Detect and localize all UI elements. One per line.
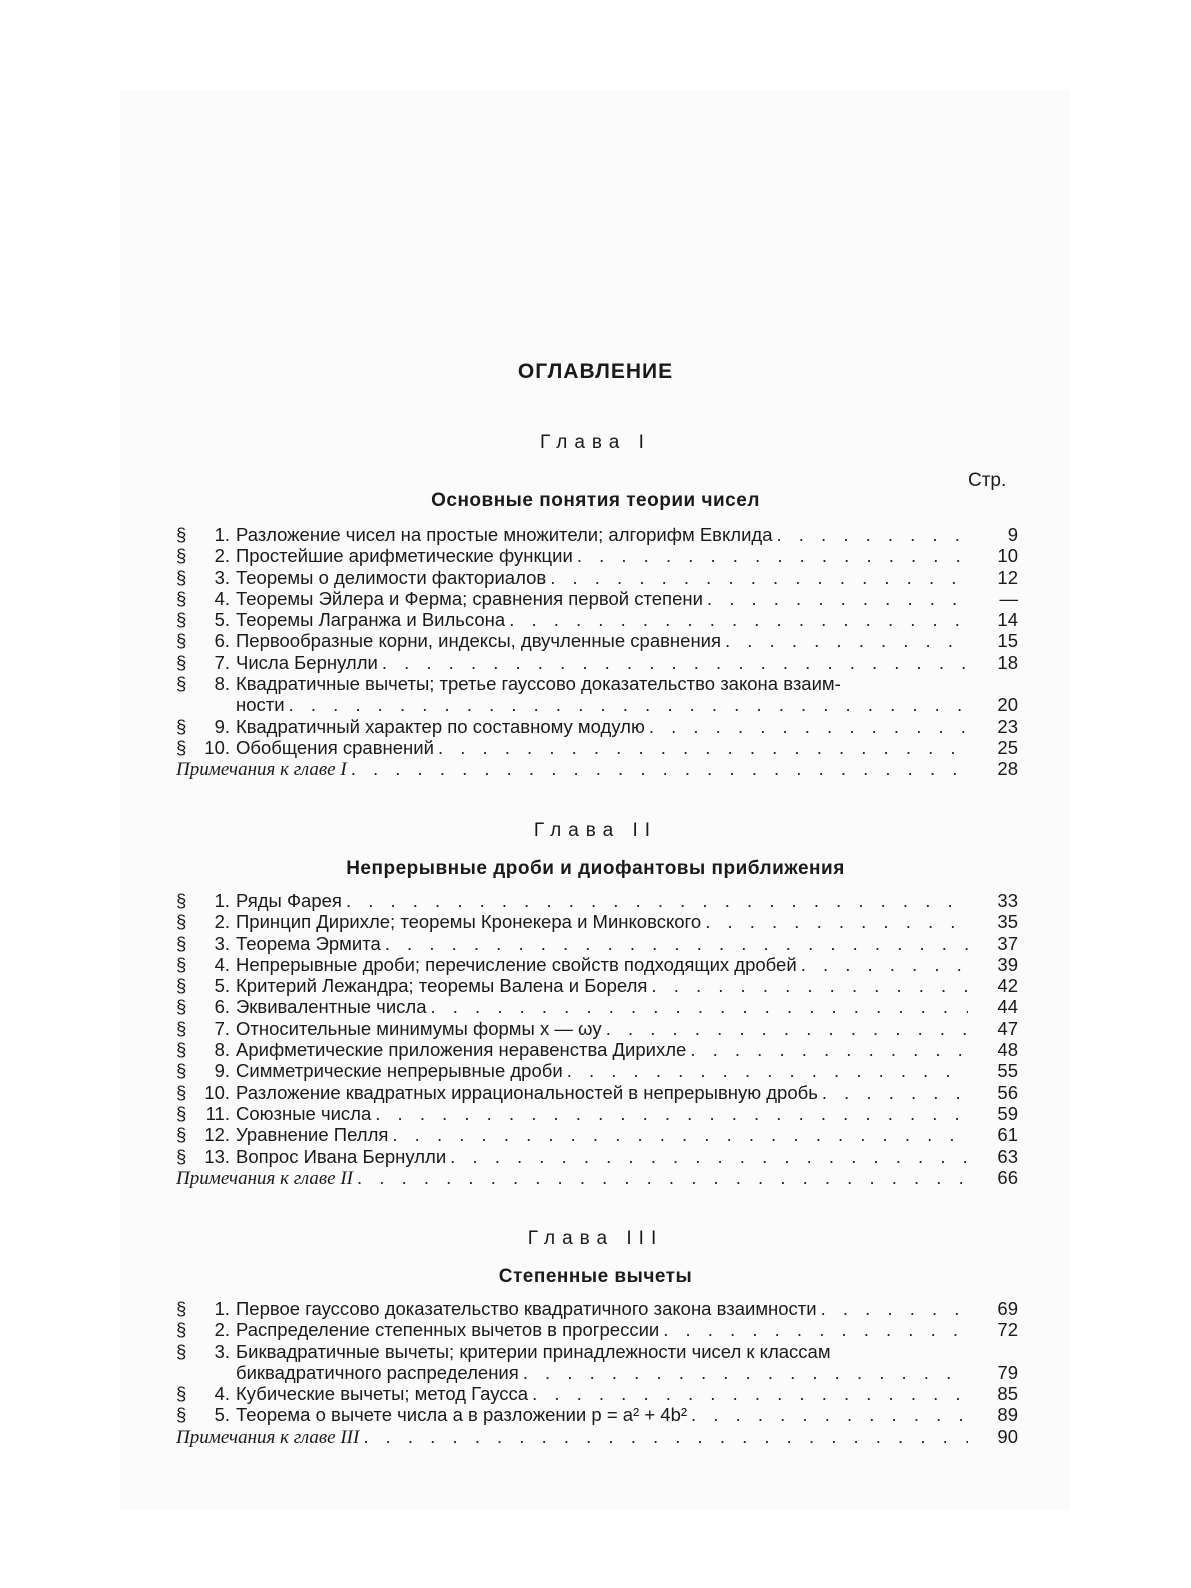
section-sign: § [176, 609, 187, 631]
entry-page: 44 [997, 996, 1018, 1018]
entry-number: 1. [214, 1298, 230, 1319]
leader-dots [822, 1082, 968, 1103]
entry-title: Союзные числа [236, 1102, 372, 1124]
toc-entry[interactable] [176, 1146, 1018, 1167]
entry-number: 8. [214, 1039, 230, 1061]
toc-notes-entry[interactable] [176, 1426, 1018, 1447]
section-sign: § [176, 953, 187, 975]
section-sign: § [176, 1060, 187, 1082]
chapter-1-label: Глава I [540, 432, 651, 453]
entry-number: 12. [204, 1124, 230, 1146]
leader-dots [821, 1298, 968, 1319]
leader-dots [509, 609, 968, 630]
leader-dots [392, 1124, 968, 1145]
section-sign: § [176, 911, 187, 933]
entry-number: 9. [214, 715, 230, 737]
entry-number: 3. [214, 1340, 230, 1362]
toc-entry[interactable] [176, 716, 1018, 737]
entry-page: 56 [997, 1081, 1018, 1103]
entry-number: 3. [214, 932, 230, 954]
toc-entry[interactable] [176, 588, 1018, 609]
entry-title: Простейшие арифметические функции [236, 545, 573, 567]
entry-page: 63 [997, 1145, 1018, 1167]
entry-title: Относительные минимумы формы x — ωy [236, 1017, 602, 1039]
section-sign: § [176, 1081, 187, 1103]
leader-dots [382, 652, 968, 673]
section-sign: § [176, 1039, 187, 1061]
entry-number: 10. [204, 736, 230, 758]
entry-page: 90 [997, 1425, 1018, 1447]
section-sign: § [176, 545, 187, 567]
entry-title: Теорема Эрмита [236, 932, 381, 954]
section-sign: § [176, 1145, 187, 1167]
entry-title: Теоремы Эйлера и Ферма; сравнения первой степени [236, 587, 703, 609]
toc-entry[interactable] [176, 737, 1018, 758]
section-sign: § [176, 736, 187, 758]
section-sign: § [176, 566, 187, 588]
entry-title: Разложение чисел на простые множители; алгорифм Евклида [236, 524, 773, 545]
entry-number: 4. [214, 587, 230, 609]
entry-number: 5. [214, 1404, 230, 1426]
section-sign: § [176, 1319, 187, 1341]
entry-page: 66 [997, 1166, 1018, 1188]
section-sign: § [176, 1340, 187, 1362]
entry-number: 8. [214, 673, 230, 695]
toc-entry[interactable] [176, 1103, 1018, 1124]
leader-dots [523, 1362, 968, 1383]
entry-number: 7. [214, 1017, 230, 1039]
toc-entry[interactable] [176, 1018, 1018, 1039]
notes-title: Примечания к главе I [176, 759, 347, 781]
section-sign: § [176, 651, 187, 673]
leader-dots [705, 911, 968, 932]
entry-number: 4. [214, 953, 230, 975]
entry-page: 9 [1007, 524, 1018, 545]
leader-dots [532, 1383, 968, 1404]
entry-page: 25 [997, 736, 1018, 758]
entry-number: 5. [214, 609, 230, 631]
entry-page: 18 [997, 651, 1018, 673]
entry-page: 61 [997, 1124, 1018, 1146]
entry-title: Теоремы Лагранжа и Вильсона [236, 609, 506, 631]
entry-title: Квадратичные вычеты; третье гауссово доказательство закона взаим- [236, 673, 841, 695]
leader-dots [363, 1426, 968, 1447]
entry-page: 20 [997, 694, 1018, 716]
toc-entry[interactable] [176, 567, 1018, 588]
entry-page: 42 [997, 975, 1018, 997]
entry-page: — [999, 587, 1018, 609]
leader-dots [357, 1167, 968, 1188]
entry-title: Теорема о вычете числа a в разложении p = a² + 4b² [236, 1404, 688, 1426]
entry-title: Квадратичный характер по составному модулю [236, 715, 645, 737]
entry-title: Кубические вычеты; метод Гаусса [236, 1383, 529, 1405]
leader-dots [577, 545, 968, 566]
toc-entry[interactable] [176, 1404, 1018, 1425]
entry-page: 55 [997, 1060, 1018, 1082]
toc-notes-entry[interactable] [176, 758, 1018, 779]
entry-page: 89 [997, 1404, 1018, 1426]
section-sign: § [176, 1404, 187, 1426]
entry-number: 9. [214, 1060, 230, 1082]
entry-number: 2. [214, 1319, 230, 1341]
section-sign: § [176, 524, 187, 545]
toc-entry[interactable] [176, 609, 1018, 630]
section-sign: § [176, 1298, 187, 1319]
section-sign: § [176, 996, 187, 1018]
leader-dots [651, 975, 968, 996]
chapter-3-label: Глава III [527, 1228, 664, 1249]
leader-dots [690, 1039, 968, 1060]
toc-entry[interactable] [176, 1383, 1018, 1404]
chapter-2-entries [176, 890, 1018, 1188]
entry-page: 69 [997, 1298, 1018, 1319]
leader-dots [649, 716, 968, 737]
entry-title-continuation: ности [236, 694, 285, 716]
section-sign: § [176, 975, 187, 997]
section-sign: § [176, 1383, 187, 1405]
entry-number: 2. [214, 545, 230, 567]
toc-entry-continuation[interactable] [176, 694, 1018, 715]
section-sign: § [176, 890, 187, 911]
entry-number: 6. [214, 996, 230, 1018]
entry-number: 4. [214, 1383, 230, 1405]
chapter-3-entries [176, 1298, 1018, 1447]
toc-entry[interactable] [176, 630, 1018, 651]
entry-title: Обобщения сравнений [236, 736, 434, 758]
entry-page: 23 [997, 715, 1018, 737]
leader-dots [777, 524, 969, 545]
toc-entry[interactable] [176, 1082, 1018, 1103]
entry-title: Числа Бернулли [236, 651, 378, 673]
toc-entry[interactable] [176, 911, 1018, 932]
leader-dots [550, 567, 968, 588]
section-sign: § [176, 587, 187, 609]
section-sign: § [176, 630, 187, 652]
leader-dots [663, 1319, 968, 1340]
toc-entry[interactable] [176, 1039, 1018, 1060]
toc-entry[interactable] [176, 1298, 1018, 1319]
entry-number: 11. [205, 1102, 230, 1124]
entry-page: 35 [997, 911, 1018, 933]
entry-page: 48 [997, 1039, 1018, 1061]
entry-title: Разложение квадратных иррациональностей в непрерывную дробь [236, 1081, 818, 1103]
entry-title: Принцип Дирихле; теоремы Кронекера и Минковского [236, 911, 702, 933]
chapter-1-title: Основные понятия теории чисел [431, 490, 760, 511]
page-title: ОГЛАВЛЕНИЕ [517, 360, 674, 383]
leader-dots [375, 1103, 968, 1124]
page-column-label: Стр. [968, 470, 1007, 491]
toc-entry[interactable] [176, 975, 1018, 996]
leader-dots [691, 1404, 968, 1425]
entry-page: 47 [997, 1017, 1018, 1039]
leader-dots [567, 1060, 968, 1081]
entry-title: Первообразные корни, индексы, двучленные сравнения [236, 630, 722, 652]
entry-page: 28 [997, 758, 1018, 780]
entry-page: 59 [997, 1102, 1018, 1124]
section-sign: § [176, 1102, 187, 1124]
toc-entry[interactable] [176, 673, 1018, 694]
entry-title: Эквивалентные числа [236, 996, 427, 1018]
toc-entry[interactable] [176, 954, 1018, 975]
entry-number: 7. [214, 651, 230, 673]
entry-number: 10. [204, 1081, 230, 1103]
chapter-3-title: Степенные вычеты [498, 1266, 693, 1287]
entry-title: Распределение степенных вычетов в прогрессии [236, 1319, 660, 1341]
leader-dots [438, 737, 968, 758]
entry-title: Критерий Лежандра; теоремы Валена и Бореля [236, 975, 648, 997]
leader-dots [707, 588, 968, 609]
toc-entry[interactable] [176, 996, 1018, 1017]
entry-title-continuation: биквадратичного распределения [236, 1361, 519, 1383]
toc-entry[interactable] [176, 1319, 1018, 1340]
entry-number: 3. [214, 566, 230, 588]
entry-number: 6. [214, 630, 230, 652]
entry-number: 5. [214, 975, 230, 997]
toc-entry[interactable] [176, 1124, 1018, 1145]
leader-dots [725, 630, 968, 651]
toc-entry[interactable] [176, 1341, 1018, 1362]
section-sign: § [176, 932, 187, 954]
leader-dots [351, 758, 968, 779]
entry-page: 37 [997, 932, 1018, 954]
section-sign: § [176, 673, 187, 695]
entry-title: Уравнение Пелля [236, 1124, 389, 1146]
entry-page: 39 [997, 953, 1018, 975]
toc-entry-continuation[interactable] [176, 1362, 1018, 1383]
leader-dots [606, 1018, 968, 1039]
leader-dots [385, 933, 968, 954]
entry-page: 15 [997, 630, 1018, 652]
toc-entry[interactable] [176, 524, 1018, 545]
entry-title: Симметрические непрерывные дроби [236, 1060, 563, 1082]
leader-dots [346, 890, 968, 911]
entry-page: 14 [997, 609, 1018, 631]
entry-number: 1. [214, 524, 230, 545]
entry-number: 1. [214, 890, 230, 911]
entry-title: Первое гауссово доказательство квадратичного закона взаимности [236, 1298, 817, 1319]
entry-page: 33 [997, 890, 1018, 911]
leader-dots [801, 954, 968, 975]
chapter-1-entries [176, 524, 1018, 780]
section-sign: § [176, 1124, 187, 1146]
notes-title: Примечания к главе II [176, 1167, 354, 1189]
entry-page: 85 [997, 1383, 1018, 1405]
entry-page: 79 [997, 1361, 1018, 1383]
leader-dots [289, 694, 968, 715]
chapter-2-label: Глава II [533, 820, 658, 841]
entry-page: 72 [997, 1319, 1018, 1341]
entry-title: Непрерывные дроби; перечисление свойств подходящих дробей [236, 953, 797, 975]
leader-dots [450, 1146, 968, 1167]
entry-title: Ряды Фарея [236, 890, 342, 911]
toc-entry[interactable] [176, 545, 1018, 566]
entry-title: Теоремы о делимости факториалов [236, 566, 547, 588]
notes-title: Примечания к главе III [176, 1426, 360, 1448]
entry-number: 13. [204, 1145, 230, 1167]
entry-title: Биквадратичные вычеты; критерии принадлежности чисел к классам [236, 1340, 831, 1362]
toc-entry[interactable] [176, 933, 1018, 954]
entry-number: 2. [214, 911, 230, 933]
leader-dots [430, 996, 968, 1017]
page-background [120, 90, 1070, 1510]
entry-page: 12 [997, 566, 1018, 588]
toc-entry[interactable] [176, 890, 1018, 911]
section-sign: § [176, 1017, 187, 1039]
chapter-2-title: Непрерывные дроби и диофантовы приближения [346, 858, 845, 879]
toc-entry[interactable] [176, 652, 1018, 673]
entry-title: Вопрос Ивана Бернулли [236, 1145, 447, 1167]
entry-page: 10 [997, 545, 1018, 567]
section-sign: § [176, 715, 187, 737]
toc-entry[interactable] [176, 1060, 1018, 1081]
toc-notes-entry[interactable] [176, 1167, 1018, 1188]
entry-title: Арифметические приложения неравенства Дирихле [236, 1039, 687, 1061]
